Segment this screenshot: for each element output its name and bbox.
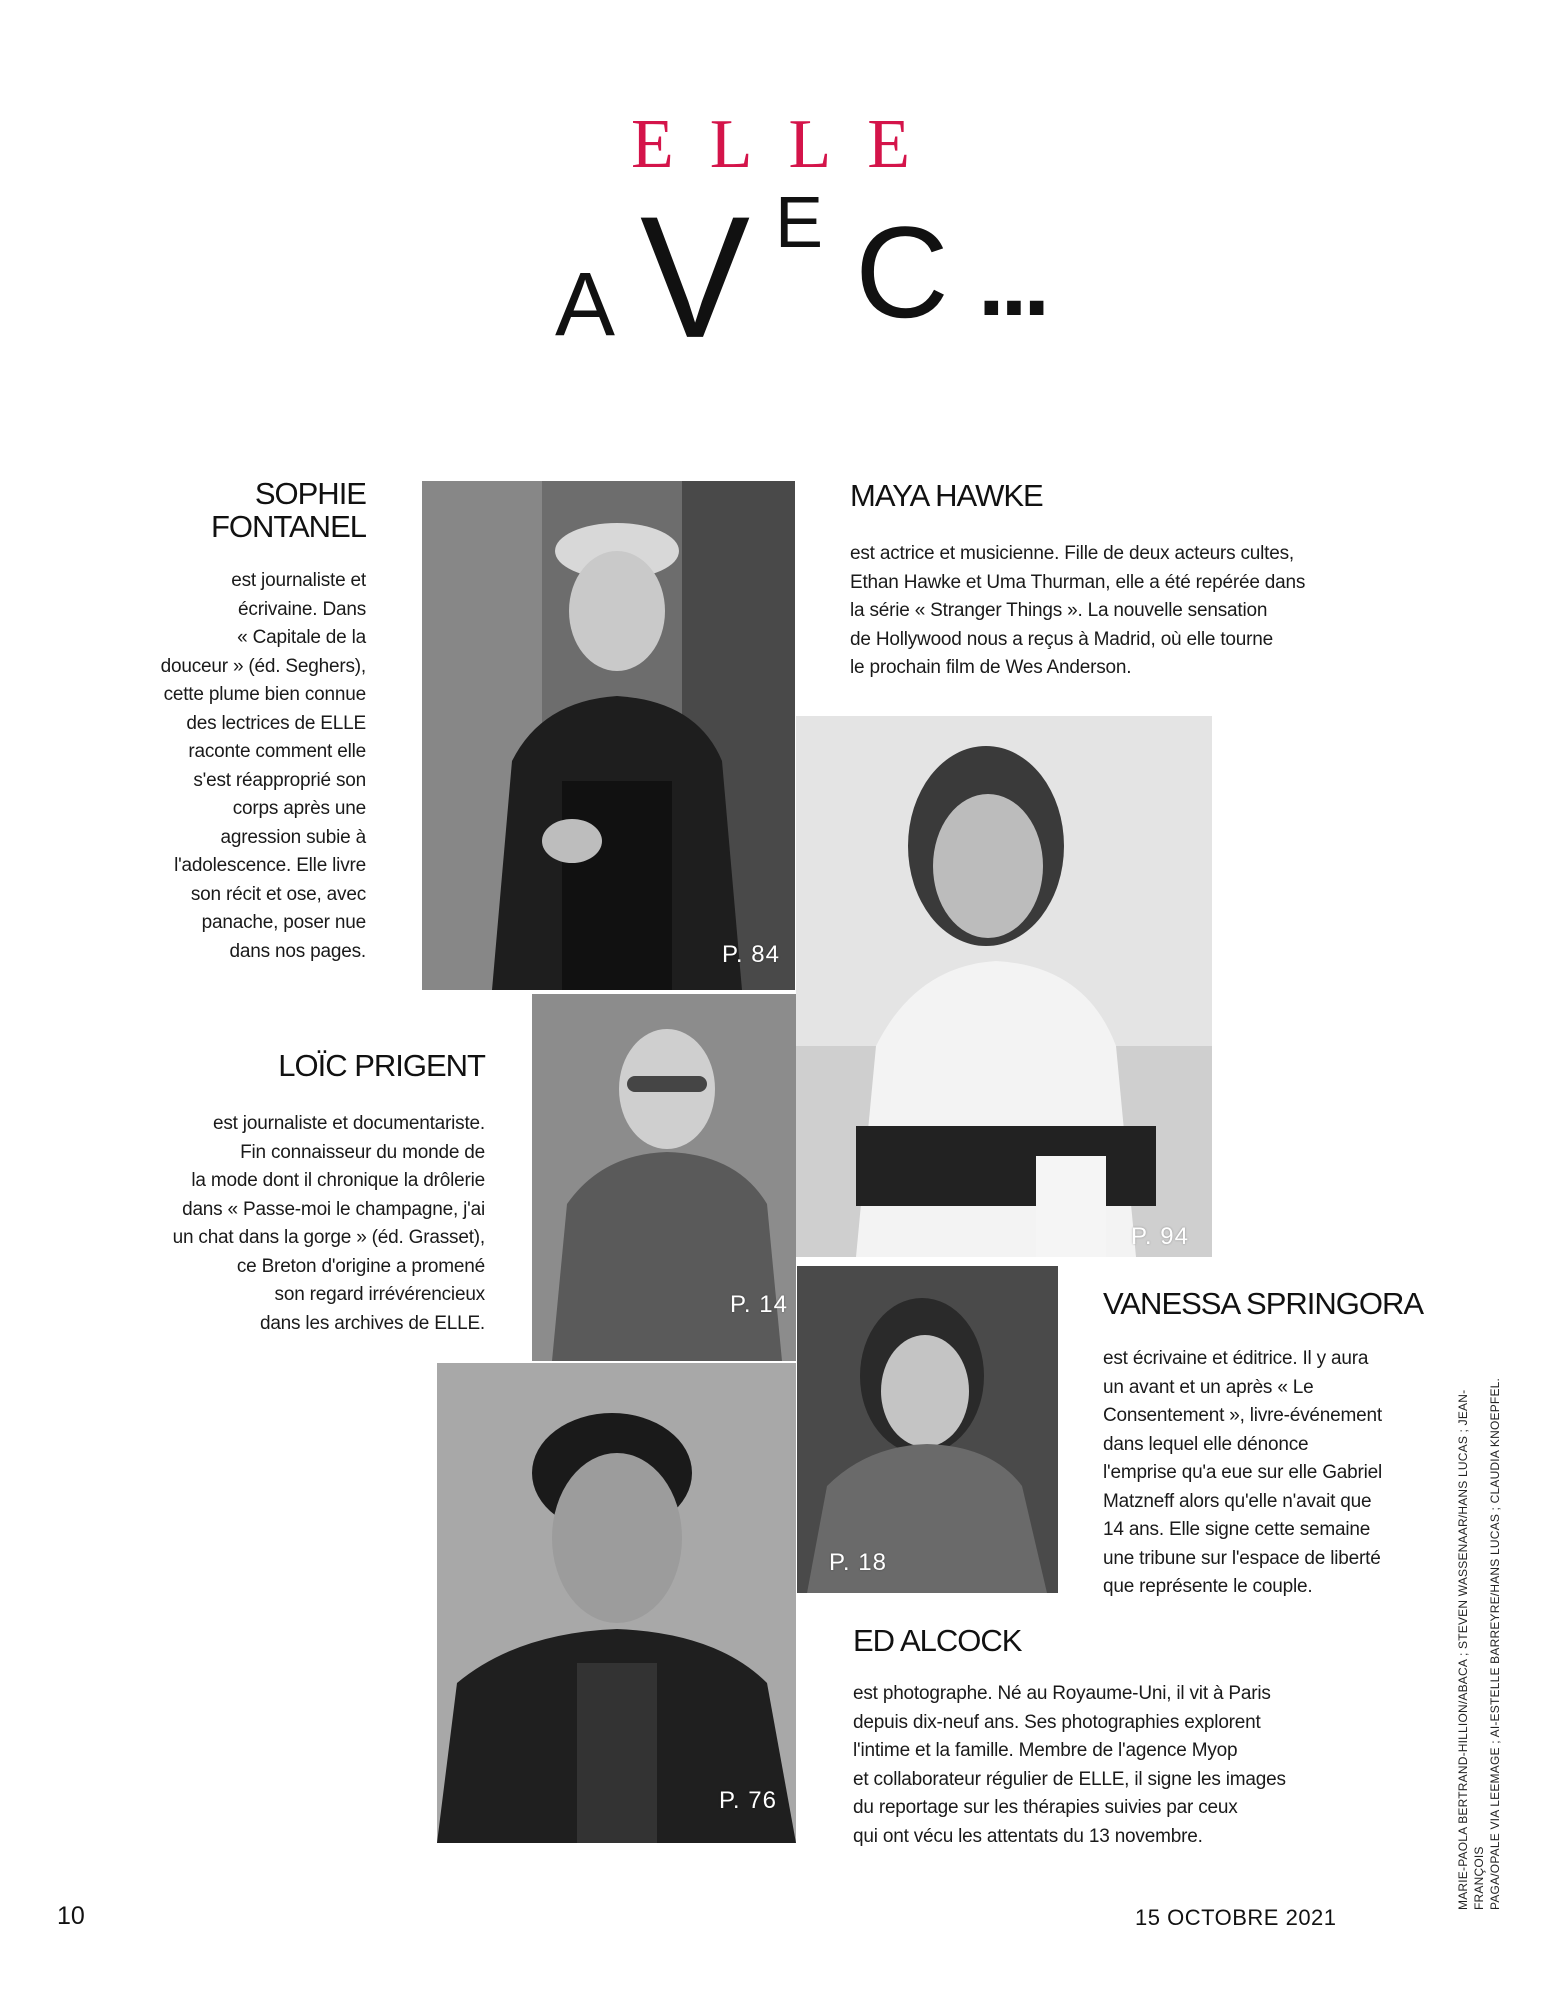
page-ref-maya[interactable]: P. 94 xyxy=(1131,1223,1189,1250)
profile-name-maya-hawke: MAYA HAWKE xyxy=(850,478,1043,513)
page-ref-ed[interactable]: P. 76 xyxy=(719,1787,777,1814)
issue-date: 15 OCTOBRE 2021 xyxy=(1135,1905,1337,1930)
title-letter-a: A xyxy=(555,255,616,355)
photo-credits: MARIE-PAOLA BERTRAND-HILLION/ABACA ; STEVEN WASSENAAR/HANS LUCAS ; JEAN-FRANÇOIS PAGA/OPALE VIA LEEMAGE ; AI-ESTELLE BARREYRE/HANS LUCAS ; CLAUDIA KNOEPFEL. xyxy=(1456,1377,1502,1910)
profile-name-ed-alcock: ED ALCOCK xyxy=(853,1623,1022,1658)
profile-text-sophie-fontanel: est journaliste et écrivaine. Dans « Capitale de la douceur » (éd. Seghers), cette plume bien connue des lectrices de ELLE raconte comment elle s'est réapproprié son corps après une agression subie à l'adolescence. Elle livre son récit et ose, avec panache, poser nue dans nos pages. xyxy=(160,570,366,962)
title-ellipsis: ... xyxy=(978,229,1047,336)
profile-text-loic-prigent: est journaliste et documentariste. Fin connaisseur du monde de la mode dont il chronique la drôlerie dans « Passe-moi le champagne, j'ai un chat dans la gorge » (éd. Grasset), ce Breton d'origine a promené son regard irrévérencieux dans les archives de ELLE. xyxy=(172,1113,485,1334)
photo-ed-alcock xyxy=(437,1363,796,1843)
title-letter-v: V xyxy=(640,180,751,374)
page-number: 10 xyxy=(57,1902,85,1930)
photo-sophie-fontanel xyxy=(422,481,795,990)
photo-loic-prigent xyxy=(532,994,796,1361)
title-letter-e: E xyxy=(775,183,824,263)
profile-text-vanessa-springora: est écrivaine et éditrice. Il y aura un avant et un après « Le Consentement », livre-événement dans lequel elle dénonce l'emprise qu'a eue sur elle Gabriel Matzneff alors qu'elle n'avait que 14 ans. Elle signe cette semaine une tribune sur l'espace de liberté que représente le couple. xyxy=(1103,1348,1383,1597)
profile-text-maya-hawke: est actrice et musicienne. Fille de deux acteurs cultes, Ethan Hawke et Uma Thurman, elle a été repérée dans la série « Stranger Things ». La nouvelle sensation de Hollywood nous a reçus à Madrid, où elle tourne le prochain film de Wes Anderson. xyxy=(850,543,1306,678)
page-title-avec xyxy=(0,180,1541,375)
page-ref-sophie[interactable]: P. 84 xyxy=(722,941,780,968)
profile-text-ed-alcock: est photographe. Né au Royaume-Uni, il vit à Paris depuis dix-neuf ans. Ses photographies explorent l'intime et la famille. Membre de l'agence Myop et collaborateur régulier de ELLE, il signe les images du reportage sur les thérapies suivies par ceux qui ont vécu les attentats du 13 novembre. xyxy=(853,1683,1286,1847)
profile-name-loic-prigent: LOÏC PRIGENT xyxy=(278,1048,485,1083)
profile-name-vanessa-springora: VANESSA SPRINGORA xyxy=(1103,1286,1424,1321)
profile-name-sophie-fontanel: SOPHIE FONTANEL xyxy=(210,476,366,544)
page-ref-loic[interactable]: P. 14 xyxy=(730,1291,788,1318)
photo-maya-hawke xyxy=(796,716,1212,1257)
elle-logo: ELLE xyxy=(630,106,947,183)
photo-vanessa-springora xyxy=(797,1266,1058,1593)
title-letter-c: C xyxy=(855,199,949,345)
page-ref-vanessa[interactable]: P. 18 xyxy=(829,1549,887,1576)
